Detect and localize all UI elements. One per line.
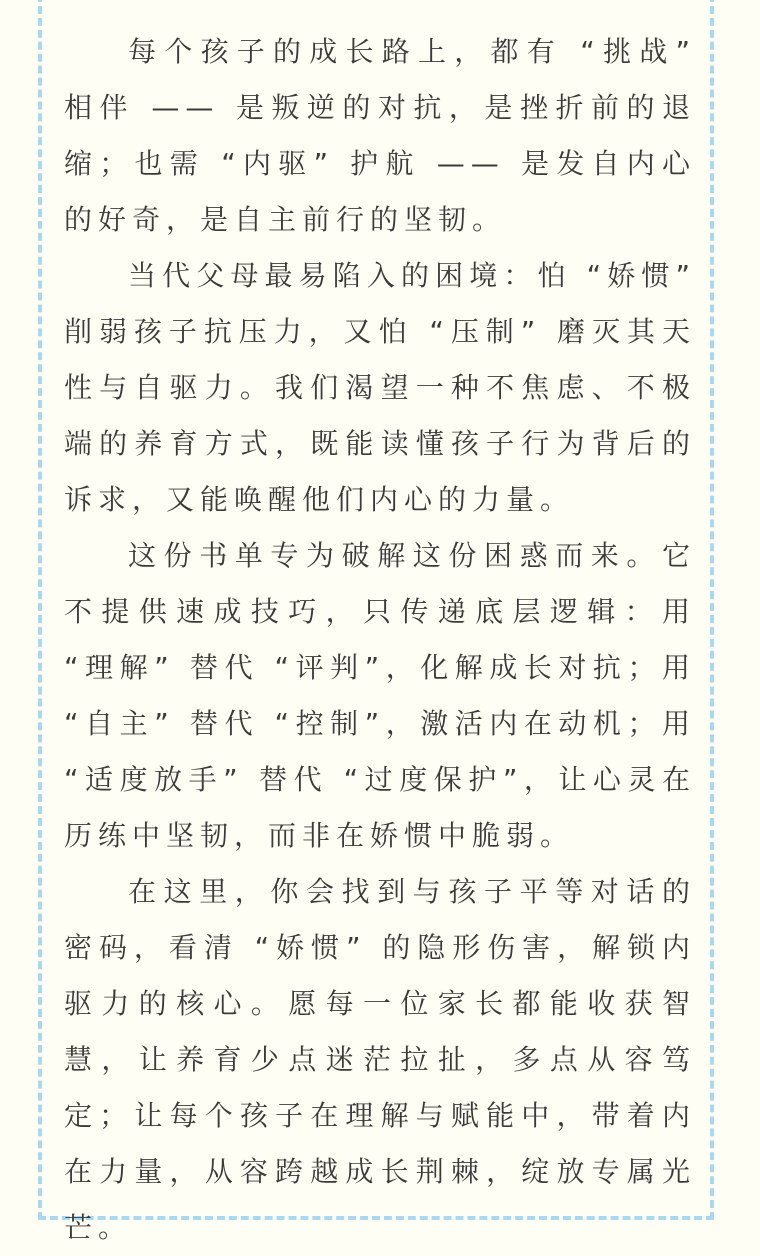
paragraph-3: 这份书单专为破解这份困惑而来。它不提供速成技巧，只传递底层逻辑：用 “理解” 替代 “评判”，化解成长对抗；用 “自主” 替代 “控制”，激活内在动机；用 “适度放手” 替代 “过度保护”，让心灵在历练中坚韧，而非在娇惯中脆弱。 [64, 539, 696, 852]
paragraph-1: 每个孩子的成长路上，都有 “挑战” 相伴 —— 是叛逆的对抗，是挫折前的退缩；也需 “内驱” 护航 —— 是发自内心的好奇，是自主前行的坚韧。 [64, 35, 696, 236]
article-body [64, 24, 696, 1256]
paragraph-2: 当代父母最易陷入的困境：怕 “娇惯” 削弱孩子抗压力，又怕 “压制” 磨灭其天性与自驱力。我们渴望一种不焦虑、不极端的养育方式，既能读懂孩子行为背后的诉求，又能唤醒他们内心的力量。 [64, 259, 696, 516]
paragraph-4: 在这里，你会找到与孩子平等对话的密码，看清 “娇惯” 的隐形伤害，解锁内驱力的核心。愿每一位家长都能收获智慧，让养育少点迷茫拉扯，多点从容笃定；让每个孩子在理解与赋能中，带着内在力量，从容跨越成长荆棘，绽放专属光芒。 [64, 875, 696, 1244]
